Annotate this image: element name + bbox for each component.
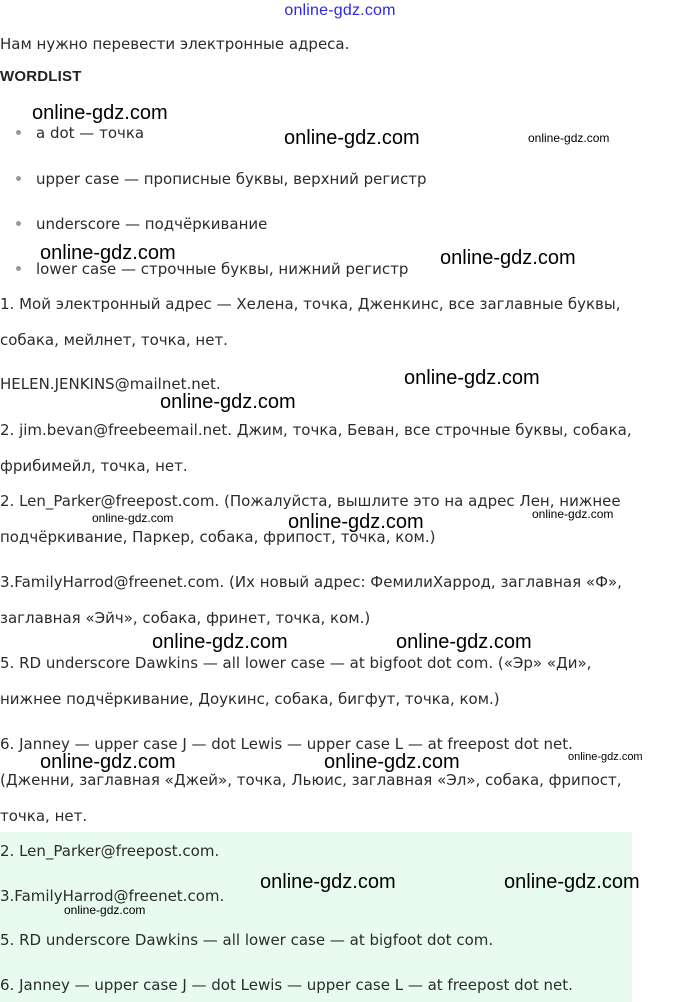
wordlist-item-text: upper case — прописные буквы, верхний регистр (36, 170, 427, 188)
answer-line: 3.FamilyHarrod@freenet.com. (0, 887, 225, 905)
watermark: online-gdz.com (532, 507, 614, 521)
watermark: online-gdz.com (440, 247, 576, 269)
text-line: 3.FamilyHarrod@freenet.com. (Их новый адрес: ФемилиХаррод, заглавная «Ф», (0, 573, 622, 591)
text-line: HELEN.JENKINS@mailnet.net. (0, 375, 221, 393)
watermark: online-gdz.com (568, 751, 643, 763)
watermark: online-gdz.com (260, 871, 396, 893)
watermark: online-gdz.com (288, 511, 424, 533)
text-line: подчёркивание, Паркер, собака, фрипост, точка, ком.) (0, 528, 436, 546)
text-line: нижнее подчёркивание, Доукинс, собака, бигфут, точка, ком.) (0, 690, 500, 708)
wordlist-item-text: lower case — строчные буквы, нижний регистр (36, 260, 409, 278)
watermark: online-gdz.com (160, 391, 296, 413)
text-line: 1. Мой электронный адрес — Хелена, точка, Дженкинс, все заглавные буквы, (0, 295, 621, 313)
text-line: 2. Len_Parker@freepost.com. (Пожалуйста, вышлите это на адрес Лен, нижнее (0, 492, 621, 510)
text-line: 6. Janney — upper case J — dot Lewis — upper case L — at freepost dot net. (0, 735, 573, 753)
text-line: 5. RD underscore Dawkins — all lower case — at bigfoot dot com. («Эр» «Ди», (0, 654, 592, 672)
text-line: 2. jim.bevan@freebeemail.net. Джим, точка, Беван, все строчные буквы, собака, (0, 421, 632, 439)
text-line: фрибимейл, точка, нет. (0, 457, 188, 475)
bullet-icon (16, 266, 21, 271)
bullet-icon (16, 221, 21, 226)
text-line: точка, нет. (0, 807, 88, 825)
answer-line: 6. Janney — upper case J — dot Lewis — upper case L — at freepost dot net. (0, 976, 573, 994)
watermark: online-gdz.com (64, 903, 146, 917)
text-line: (Дженни, заглавная «Джей», точка, Льюис, заглавная «Эл», собака, фрипост, (0, 771, 622, 789)
bullet-icon (16, 176, 21, 181)
watermark: online-gdz.com (40, 242, 176, 264)
bullet-icon (16, 130, 21, 135)
watermark: online-gdz.com (40, 751, 176, 773)
watermark: online-gdz.com (528, 131, 610, 145)
watermark: online-gdz.com (404, 367, 540, 389)
text-line: заглавная «Эйч», собака, фринет, точка, ком.) (0, 609, 371, 627)
watermark: online-gdz.com (152, 631, 288, 653)
watermark: online-gdz.com (324, 751, 460, 773)
text-line: собака, мейлнет, точка, нет. (0, 331, 228, 349)
watermark: online-gdz.com (284, 127, 420, 149)
wordlist-item-text: underscore — подчёркивание (36, 215, 268, 233)
answer-line: 2. Len_Parker@freepost.com. (0, 842, 220, 860)
watermark: online-gdz.com (504, 871, 640, 893)
answer-line: 5. RD underscore Dawkins — all lower case — at bigfoot dot com. (0, 931, 494, 949)
watermark: online-gdz.com (32, 102, 168, 124)
wordlist-item-text: a dot — точка (36, 124, 145, 142)
watermark: online-gdz.com (92, 511, 174, 525)
wordlist-title: WORDLIST (0, 68, 82, 85)
intro-text: Нам нужно перевести электронные адреса. (0, 35, 350, 53)
site-header-logo[interactable]: online-gdz.com (284, 2, 396, 19)
watermark: online-gdz.com (396, 631, 532, 653)
